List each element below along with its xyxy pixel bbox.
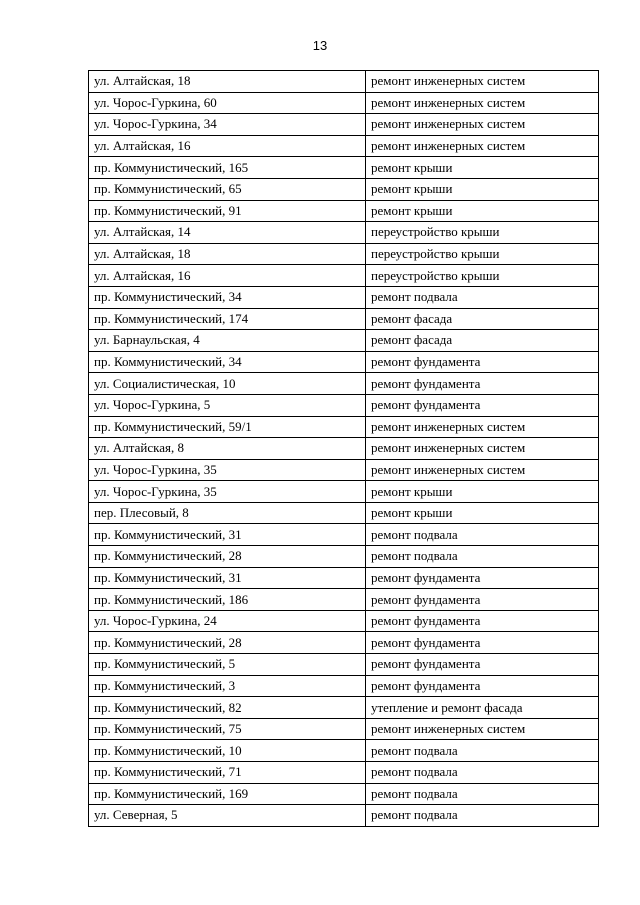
address-cell: пр. Коммунистический, 28 [89,546,366,568]
work-type-cell: утепление и ремонт фасада [366,697,599,719]
table-row [89,783,599,805]
table-row [89,502,599,524]
page-number: 13 [312,38,328,53]
table-row [89,243,599,265]
table-row [89,286,599,308]
work-type-cell: ремонт фундамента [366,654,599,676]
repair-table [88,70,599,827]
work-type-cell: ремонт фундамента [366,567,599,589]
work-type-cell: ремонт инженерных систем [366,438,599,460]
work-type-cell: ремонт крыши [366,481,599,503]
table-row [89,610,599,632]
work-type-cell: ремонт фасада [366,308,599,330]
address-cell: ул. Чорос-Гуркина, 35 [89,459,366,481]
work-type-cell: ремонт фундамента [366,351,599,373]
address-cell: ул. Алтайская, 18 [89,243,366,265]
work-type-cell: ремонт инженерных систем [366,92,599,114]
address-cell: пр. Коммунистический, 31 [89,524,366,546]
address-cell: пр. Коммунистический, 165 [89,157,366,179]
table-row [89,438,599,460]
table-row [89,697,599,719]
work-type-cell: переустройство крыши [366,243,599,265]
work-type-cell: ремонт фундамента [366,632,599,654]
work-type-cell: ремонт крыши [366,178,599,200]
work-type-cell: ремонт подвала [366,805,599,827]
table-row [89,308,599,330]
address-cell: ул. Чорос-Гуркина, 5 [89,394,366,416]
address-cell: пр. Коммунистический, 34 [89,286,366,308]
address-cell: ул. Алтайская, 14 [89,222,366,244]
table-row [89,546,599,568]
work-type-cell: ремонт фундамента [366,589,599,611]
work-type-cell: ремонт крыши [366,502,599,524]
address-cell: пр. Коммунистический, 169 [89,783,366,805]
table-row [89,200,599,222]
table-row [89,265,599,287]
table-row [89,394,599,416]
address-cell: пр. Коммунистический, 186 [89,589,366,611]
table-row [89,762,599,784]
table-row [89,675,599,697]
address-cell: пр. Коммунистический, 34 [89,351,366,373]
work-type-cell: переустройство крыши [366,265,599,287]
table-row [89,178,599,200]
table-row [89,481,599,503]
address-cell: пр. Коммунистический, 31 [89,567,366,589]
table-row [89,222,599,244]
table-row [89,654,599,676]
table-row [89,157,599,179]
work-type-cell: ремонт фундамента [366,610,599,632]
address-cell: пр. Коммунистический, 174 [89,308,366,330]
work-type-cell: ремонт фасада [366,330,599,352]
work-type-cell: ремонт подвала [366,546,599,568]
table-row [89,524,599,546]
table-row [89,330,599,352]
table-row [89,567,599,589]
address-cell: пр. Коммунистический, 91 [89,200,366,222]
work-type-cell: ремонт подвала [366,762,599,784]
work-type-cell: ремонт подвала [366,524,599,546]
table-row [89,114,599,136]
address-cell: ул. Чорос-Гуркина, 24 [89,610,366,632]
table-row [89,373,599,395]
work-type-cell: ремонт инженерных систем [366,135,599,157]
table-row [89,351,599,373]
address-cell: пр. Коммунистический, 28 [89,632,366,654]
address-cell: пр. Коммунистический, 65 [89,178,366,200]
work-type-cell: ремонт инженерных систем [366,114,599,136]
table-row [89,740,599,762]
table-row [89,632,599,654]
address-cell: пр. Коммунистический, 3 [89,675,366,697]
address-cell: ул. Алтайская, 18 [89,71,366,93]
address-cell: пр. Коммунистический, 71 [89,762,366,784]
address-cell: пр. Коммунистический, 5 [89,654,366,676]
work-type-cell: ремонт крыши [366,200,599,222]
work-type-cell: ремонт крыши [366,157,599,179]
work-type-cell: ремонт подвала [366,740,599,762]
work-type-cell: ремонт инженерных систем [366,416,599,438]
table-row [89,416,599,438]
work-type-cell: ремонт инженерных систем [366,459,599,481]
table-row [89,92,599,114]
table-row [89,805,599,827]
address-cell: ул. Чорос-Гуркина, 60 [89,92,366,114]
address-cell: пр. Коммунистический, 82 [89,697,366,719]
address-cell: пр. Коммунистический, 75 [89,718,366,740]
table-row [89,459,599,481]
work-type-cell: ремонт подвала [366,783,599,805]
work-type-cell: ремонт фундамента [366,394,599,416]
work-type-cell: ремонт инженерных систем [366,71,599,93]
work-type-cell: ремонт подвала [366,286,599,308]
address-cell: ул. Чорос-Гуркина, 35 [89,481,366,503]
address-cell: пр. Коммунистический, 59/1 [89,416,366,438]
table-row [89,589,599,611]
work-type-cell: ремонт фундамента [366,675,599,697]
address-cell: ул. Северная, 5 [89,805,366,827]
address-cell: ул. Алтайская, 16 [89,265,366,287]
address-cell: пр. Коммунистический, 10 [89,740,366,762]
address-cell: ул. Алтайская, 8 [89,438,366,460]
address-cell: пер. Плесовый, 8 [89,502,366,524]
work-type-cell: ремонт инженерных систем [366,718,599,740]
work-type-cell: ремонт фундамента [366,373,599,395]
address-cell: ул. Алтайская, 16 [89,135,366,157]
table-row [89,135,599,157]
address-cell: ул. Социалистическая, 10 [89,373,366,395]
work-type-cell: переустройство крыши [366,222,599,244]
address-cell: ул. Чорос-Гуркина, 34 [89,114,366,136]
address-cell: ул. Барнаульская, 4 [89,330,366,352]
table-row [89,71,599,93]
table-row [89,718,599,740]
repair-table-body [89,71,599,827]
